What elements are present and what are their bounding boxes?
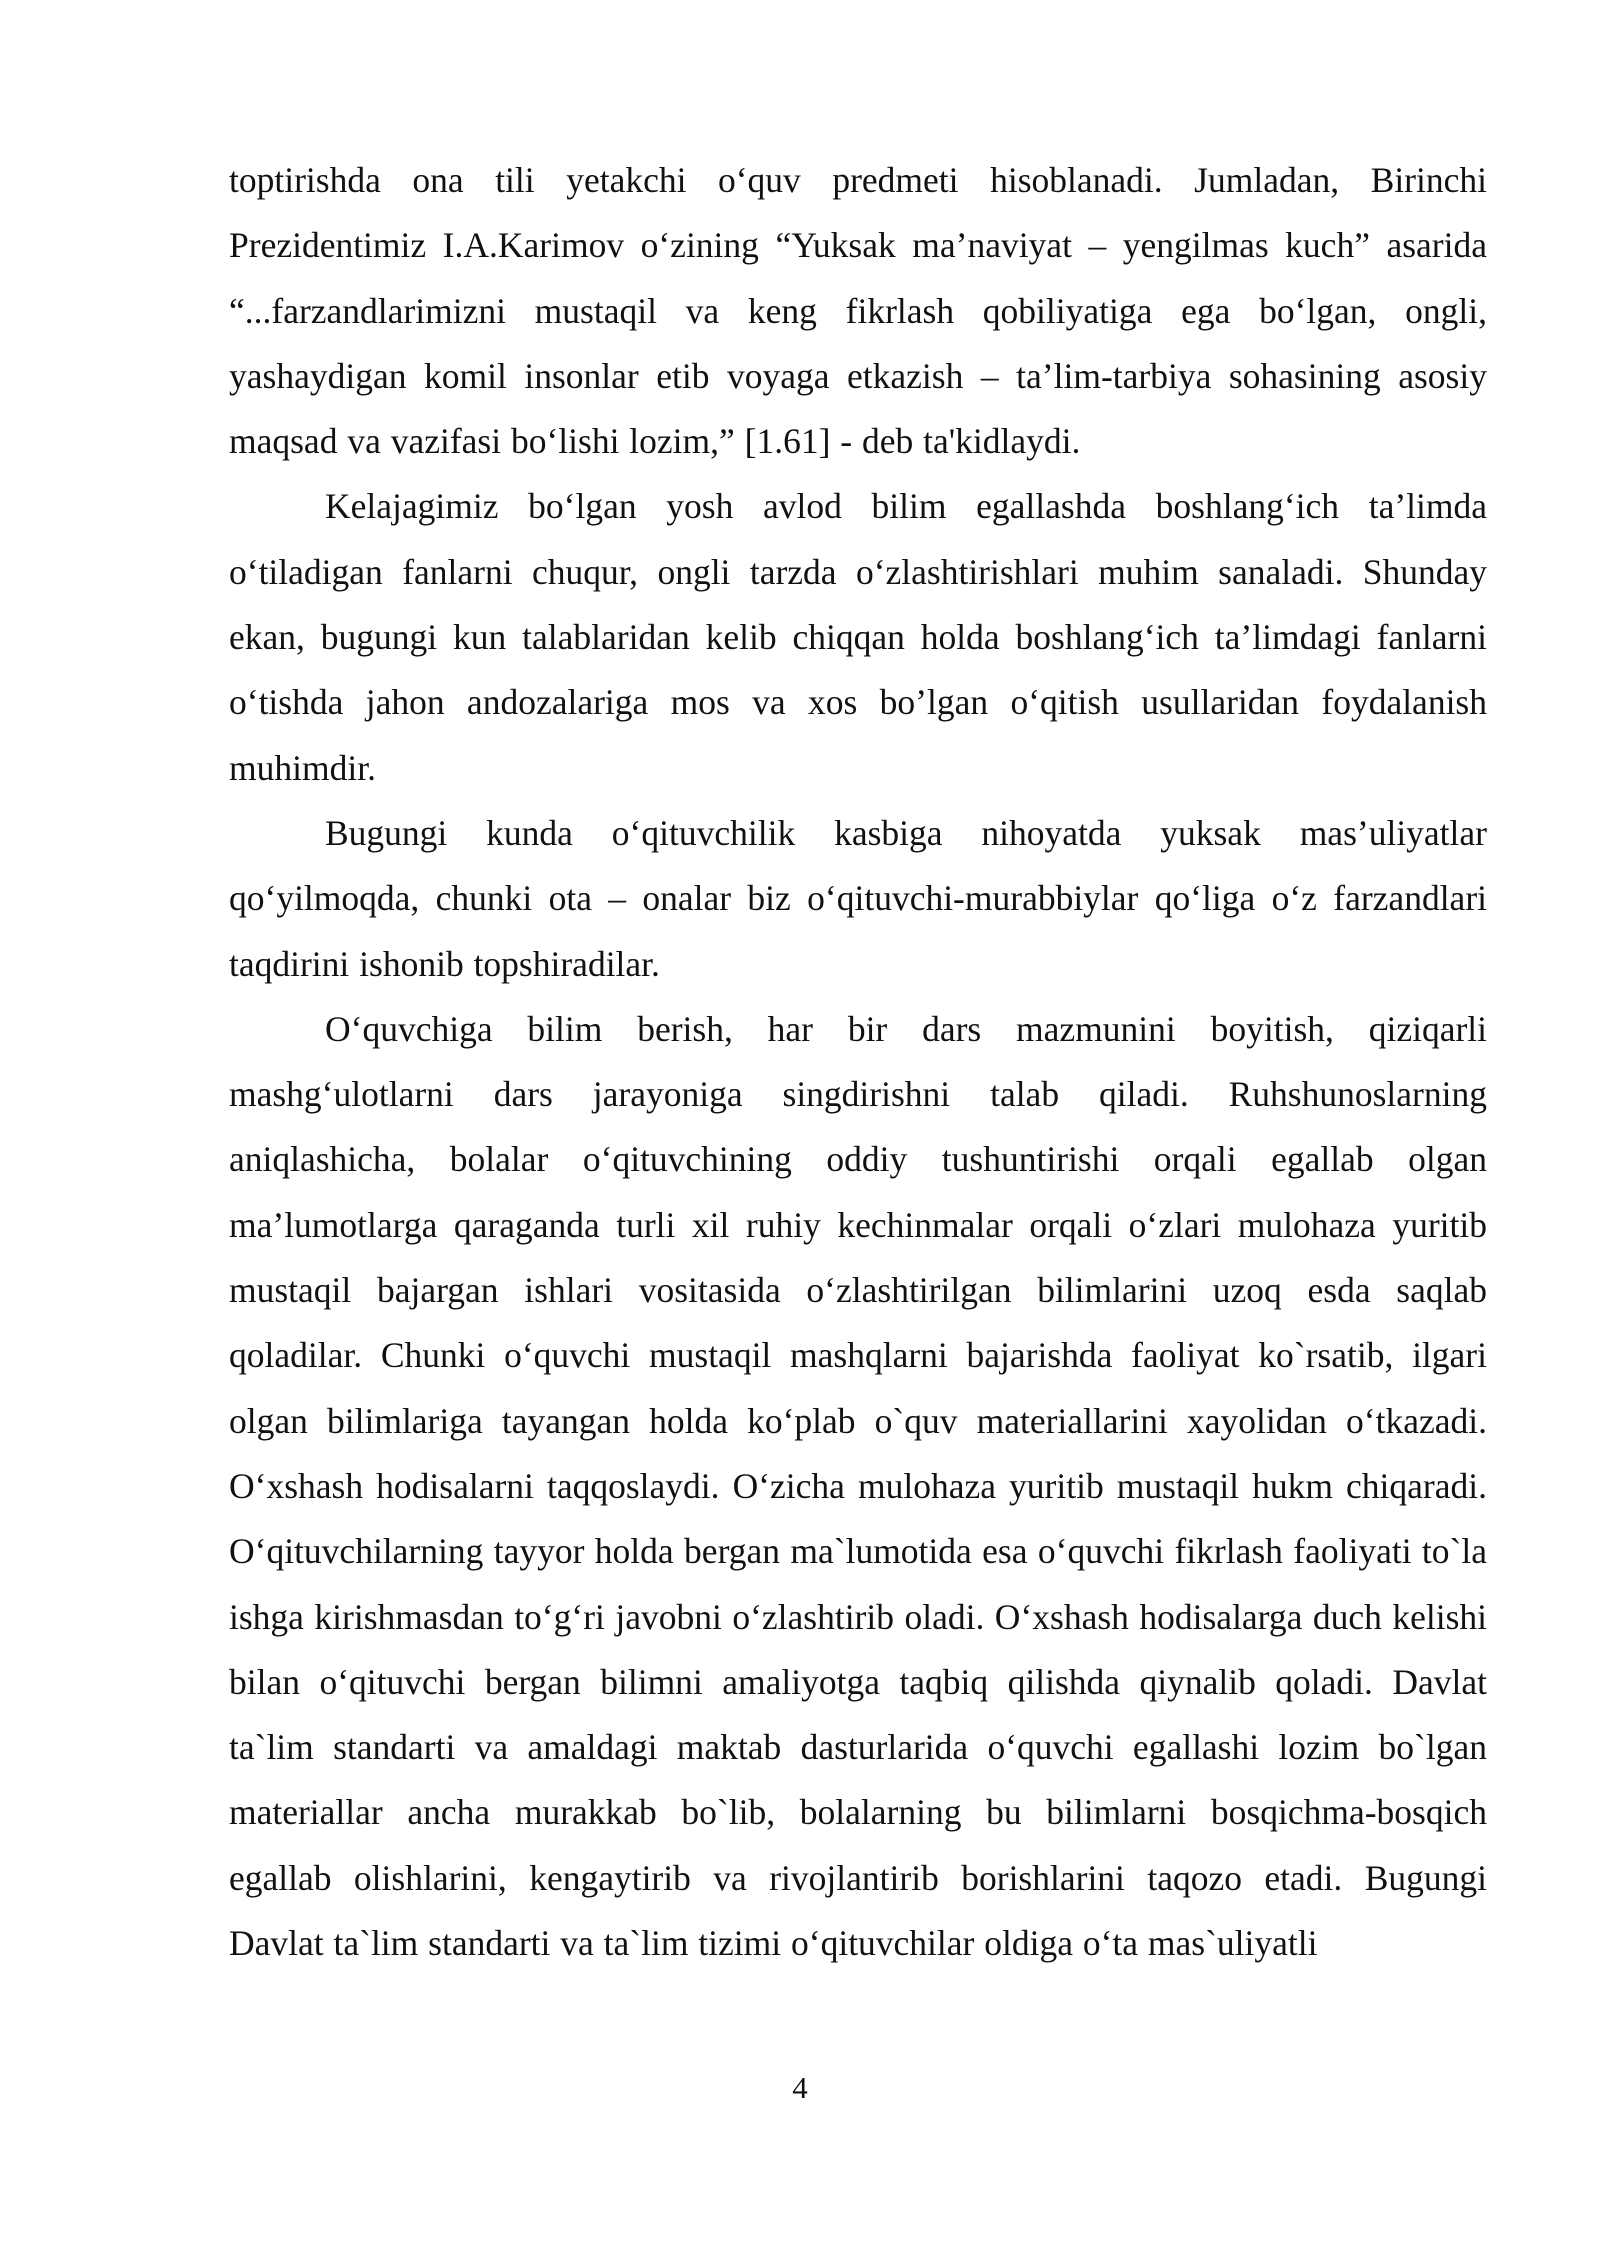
paragraph: O‘quvchiga bilim berish, har bir dars mazmunini boyitish, qiziqarli mashg‘ulotlarni dars jarayoniga singdirishni talab qiladi. Ruhshunoslarning aniqlashicha, bolalar o‘qituvchining oddiy tushuntirishi orqali egallab olgan ma’lumotlarga qaraganda turli xil ruhiy kechinmalar orqali o‘zlari mulohaza yuritib mustaqil bajargan ishlari vositasida o‘zlashtirilgan bilimlarini uzoq esda saqlab qoladilar. Chunki o‘quvchi mustaqil mashqlarni bajarishda faoliyat ko`rsatib, ilgari olgan bilimlariga tayangan holda ko‘plab o`quv materiallarini xayolidan o‘tkazadi. O‘xshash hodisalarni taqqoslaydi. O‘zicha mulohaza yuritib mustaqil hukm chiqaradi. O‘qituvchilarning tayyor holda bergan ma`lumotida esa o‘quvchi fikrlash faoliyati to`la ishga kirishmasdan to‘g‘ri javobni o‘zlashtirib oladi. O‘xshash hodisalarga duch kelishi bilan o‘qituvchi bergan bilimni amaliyotga taqbiq qilishda qiynalib qoladi. Davlat ta`lim standarti va amaldagi maktab dasturlarida o‘quvchi egallashi lozim bo`lgan materiallar ancha murakkab bo`lib, bolalarning bu bilimlarni bosqichma-bosqich egallab olishlarini, kengaytirib va rivojlantirib borishlarini taqozo etadi. Bugungi Davlat ta`lim standarti va ta`lim tizimi o‘qituvchilar oldiga o‘ta mas`uliyatli (229, 1008, 1487, 1964)
paragraph: Kelajagimiz bo‘lgan yosh avlod bilim egallashda boshlang‘ich ta’limda o‘tiladigan fanlarni chuqur, ongli tarzda o‘zlashtirishlari muhim sanaladi. Shunday ekan, bugungi kun talablaridan kelib chiqqan holda boshlang‘ich ta’limdagi fanlarni o‘tishda jahon andozalariga mos va xos bo’lgan o‘qitish usullaridan foydalanish muhimdir. (229, 486, 1487, 788)
page-number: 4 (792, 2070, 808, 2105)
document-body (229, 148, 1487, 1976)
paragraph-continuation: toptirishda ona tili yetakchi o‘quv predmeti hisoblanadi. Jumladan, Birinchi Prezidentimiz I.A.Karimov o‘zining “Yuksak ma’naviyat – yengilmas kuch” asarida “...farzandlarimizni mustaqil va keng fikrlash qobiliyatiga ega bo‘lgan, ongli, yashaydigan komil insonlar etib voyaga etkazish – ta’lim-tarbiya sohasining asosiy maqsad va vazifasi bo‘lishi lozim,” [1.61] - deb ta'kidlaydi. (229, 160, 1487, 462)
paragraph: Bugungi kunda o‘qituvchilik kasbiga nihoyatda yuksak mas’uliyatlar qo‘yilmoqda, chunki ota – onalar biz o‘qituvchi-murabbiylar qo‘liga o‘z farzandlari taqdirini ishonib topshiradilar. (229, 812, 1487, 984)
